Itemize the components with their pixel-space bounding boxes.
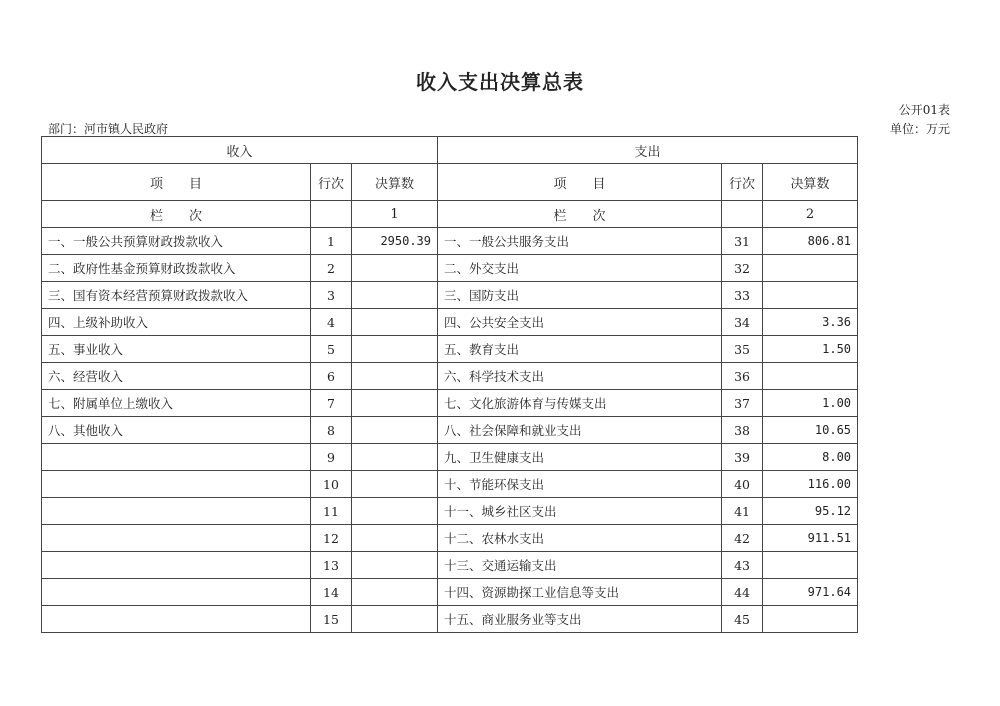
income-amount-cell: [352, 255, 438, 282]
unit-label: 单位：万元: [889, 122, 950, 136]
income-amount-header: 决算数: [352, 164, 438, 201]
expense-rowno-cell: 32: [722, 255, 763, 282]
expense-column-label: 栏 次: [438, 201, 722, 228]
expense-amount-cell: 116.00: [763, 471, 858, 498]
form-number: 公开01表: [898, 103, 950, 117]
expense-item-cell: 十四、资源勘探工业信息等支出: [438, 579, 722, 606]
income-item-cell: [42, 471, 311, 498]
expense-item-cell: 十五、商业服务业等支出: [438, 606, 722, 633]
income-item-cell: 八、其他收入: [42, 417, 311, 444]
header-row-column-index: [42, 201, 858, 228]
page-title: 收入支出决算总表: [416, 70, 584, 94]
income-rowno-cell: 6: [311, 363, 352, 390]
table-row: [42, 255, 858, 282]
expense-section-header: 支出: [438, 137, 858, 164]
expense-item-cell: 十、节能环保支出: [438, 471, 722, 498]
expense-amount-cell: 3.36: [763, 309, 858, 336]
table-row: [42, 390, 858, 417]
table-row: [42, 363, 858, 390]
table-row: [42, 336, 858, 363]
income-amount-cell: [352, 336, 438, 363]
income-item-cell: [42, 444, 311, 471]
income-rowno-cell: 15: [311, 606, 352, 633]
expense-item-cell: 九、卫生健康支出: [438, 444, 722, 471]
expense-rowno-cell: 44: [722, 579, 763, 606]
income-item-cell: [42, 606, 311, 633]
income-amount-cell: [352, 417, 438, 444]
expense-amount-cell: 971.64: [763, 579, 858, 606]
income-amount-cell: [352, 444, 438, 471]
income-amount-cell: [352, 552, 438, 579]
expense-rowno-cell: 45: [722, 606, 763, 633]
table-row: [42, 471, 858, 498]
expense-amount-cell: 911.51: [763, 525, 858, 552]
expense-item-cell: 七、文化旅游体育与传媒支出: [438, 390, 722, 417]
expense-column-blank: [722, 201, 763, 228]
income-column-number: 1: [352, 201, 438, 228]
expense-rowno-cell: 38: [722, 417, 763, 444]
income-item-cell: 四、上级补助收入: [42, 309, 311, 336]
income-amount-cell: [352, 606, 438, 633]
expense-rowno-cell: 36: [722, 363, 763, 390]
expense-item-cell: 八、社会保障和就业支出: [438, 417, 722, 444]
income-rowno-cell: 1: [311, 228, 352, 255]
income-rowno-cell: 7: [311, 390, 352, 417]
income-amount-cell: [352, 525, 438, 552]
expense-rowno-cell: 42: [722, 525, 763, 552]
expense-rowno-cell: 34: [722, 309, 763, 336]
income-rowno-cell: 10: [311, 471, 352, 498]
income-item-header: 项 目: [42, 164, 311, 201]
income-amount-cell: [352, 579, 438, 606]
income-rowno-cell: 12: [311, 525, 352, 552]
table-row: [42, 417, 858, 444]
table-row: [42, 498, 858, 525]
expense-rowno-cell: 39: [722, 444, 763, 471]
income-item-cell: [42, 579, 311, 606]
department-label: 部门：河市镇人民政府: [48, 122, 169, 136]
table-row: [42, 606, 858, 633]
expense-item-cell: 六、科学技术支出: [438, 363, 722, 390]
table-row: [42, 228, 858, 255]
income-column-label: 栏 次: [42, 201, 311, 228]
income-rowno-cell: 13: [311, 552, 352, 579]
expense-rowno-cell: 37: [722, 390, 763, 417]
expense-item-cell: 十二、农林水支出: [438, 525, 722, 552]
expense-rowno-cell: 41: [722, 498, 763, 525]
table-row: [42, 282, 858, 309]
expense-item-cell: 二、外交支出: [438, 255, 722, 282]
income-section-header: 收入: [42, 137, 438, 164]
table-row: [42, 552, 858, 579]
header-row-columns: [42, 164, 858, 201]
expense-amount-cell: 1.50: [763, 336, 858, 363]
expense-item-cell: 三、国防支出: [438, 282, 722, 309]
expense-amount-cell: [763, 255, 858, 282]
income-item-cell: 七、附属单位上缴收入: [42, 390, 311, 417]
table-row: [42, 309, 858, 336]
expense-amount-header: 决算数: [763, 164, 858, 201]
income-amount-cell: [352, 309, 438, 336]
income-rowno-cell: 11: [311, 498, 352, 525]
expense-item-cell: 十三、交通运输支出: [438, 552, 722, 579]
expense-amount-cell: 1.00: [763, 390, 858, 417]
income-amount-cell: [352, 363, 438, 390]
income-item-cell: [42, 525, 311, 552]
income-item-cell: 五、事业收入: [42, 336, 311, 363]
summary-table: [41, 136, 858, 633]
income-amount-cell: [352, 498, 438, 525]
income-item-cell: 六、经营收入: [42, 363, 311, 390]
table-row: [42, 444, 858, 471]
income-rowno-cell: 8: [311, 417, 352, 444]
income-rowno-cell: 9: [311, 444, 352, 471]
expense-rowno-cell: 33: [722, 282, 763, 309]
income-amount-cell: 2950.39: [352, 228, 438, 255]
expense-column-number: 2: [763, 201, 858, 228]
expense-rowno-header: 行次: [722, 164, 763, 201]
expense-item-cell: 四、公共安全支出: [438, 309, 722, 336]
expense-rowno-cell: 31: [722, 228, 763, 255]
expense-item-header: 项 目: [438, 164, 722, 201]
income-rowno-cell: 2: [311, 255, 352, 282]
income-item-cell: 三、国有资本经营预算财政拨款收入: [42, 282, 311, 309]
income-amount-cell: [352, 282, 438, 309]
income-amount-cell: [352, 390, 438, 417]
expense-amount-cell: 806.81: [763, 228, 858, 255]
table-row: [42, 525, 858, 552]
income-rowno-cell: 5: [311, 336, 352, 363]
expense-item-cell: 五、教育支出: [438, 336, 722, 363]
income-item-cell: 二、政府性基金预算财政拨款收入: [42, 255, 311, 282]
income-item-cell: [42, 552, 311, 579]
header-row-sections: [42, 137, 858, 164]
expense-item-cell: 一、一般公共服务支出: [438, 228, 722, 255]
expense-amount-cell: [763, 282, 858, 309]
income-column-blank: [311, 201, 352, 228]
income-item-cell: [42, 498, 311, 525]
income-rowno-header: 行次: [311, 164, 352, 201]
expense-amount-cell: 8.00: [763, 444, 858, 471]
expense-item-cell: 十一、城乡社区支出: [438, 498, 722, 525]
income-rowno-cell: 4: [311, 309, 352, 336]
income-amount-cell: [352, 471, 438, 498]
income-rowno-cell: 3: [311, 282, 352, 309]
expense-amount-cell: [763, 552, 858, 579]
expense-rowno-cell: 43: [722, 552, 763, 579]
expense-amount-cell: 10.65: [763, 417, 858, 444]
expense-rowno-cell: 40: [722, 471, 763, 498]
table-row: [42, 579, 858, 606]
expense-amount-cell: 95.12: [763, 498, 858, 525]
expense-rowno-cell: 35: [722, 336, 763, 363]
expense-amount-cell: [763, 606, 858, 633]
income-rowno-cell: 14: [311, 579, 352, 606]
table-body: [42, 228, 858, 633]
expense-amount-cell: [763, 363, 858, 390]
income-item-cell: 一、一般公共预算财政拨款收入: [42, 228, 311, 255]
